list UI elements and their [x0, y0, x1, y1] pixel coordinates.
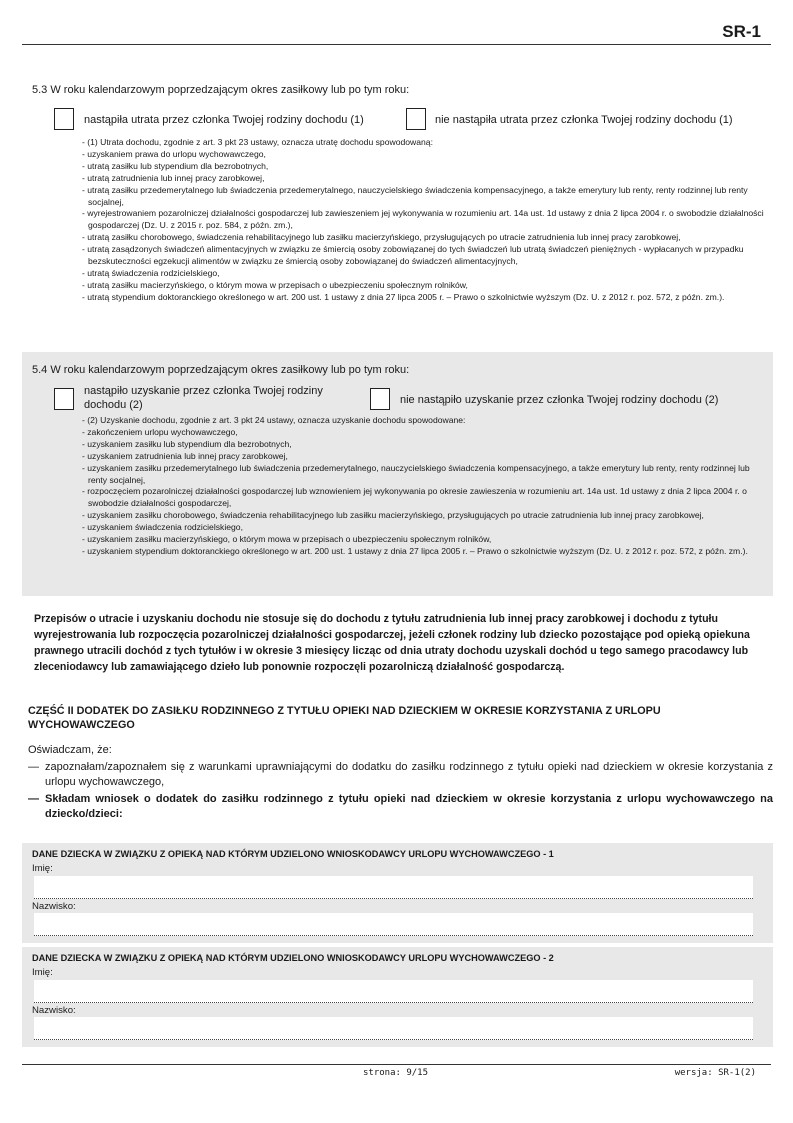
- section-5-3-notes: [82, 137, 769, 304]
- note-item: - utratą świadczenia rodzicielskiego,: [82, 267, 220, 278]
- note-item: - uzyskaniem stypendium doktoranckiego określonego w art. 200 ust. 1 ustawy z dnia 27 lipca 2005 r. – Prawo o szkolnictwie wyższym (Dz. U. z 2012 r. poz. 572, z późn. zm.).: [82, 545, 748, 556]
- note-item: - uzyskaniem zasiłku lub stypendium dla bezrobotnych,: [82, 438, 292, 449]
- note-item: - uzyskaniem zatrudnienia lub innej pracy zarobkowej,: [82, 450, 288, 461]
- note-item: - (1) Utrata dochodu, zgodnie z art. 3 pkt 23 ustawy, oznacza utratę dochodu spowodowaną:: [82, 137, 433, 147]
- header-divider: [22, 44, 771, 45]
- child-2-title: DANE DZIECKA W ZWIĄZKU Z OPIEKĄ NAD KTÓRYM UDZIELONO WNIOSKODAWCY URLOPU WYCHOWAWCZEGO - 2: [32, 953, 554, 963]
- declaration-item-2-text: Składam wniosek o dodatek do zasiłku rodzinnego z tytułu opieki nad dzieckiem w okresie korzystania z urlopu wychowawczego na dziecko/dzieci:: [45, 793, 773, 820]
- form-version: wersja: SR-1(2): [674, 1068, 756, 1078]
- option-income-gain-yes-label: nastąpiło uzyskanie przez członka Twojej rodziny dochodu (2): [84, 385, 323, 411]
- declaration-item-1-text: zapoznałam/zapoznałem się z warunkami uprawniającymi do dodatku do zasiłku rodzinnego z tytułu opieki nad dzieckiem w okresie korzystania z urlopu wychowawczego,: [45, 761, 773, 788]
- section-5-3-title: 5.3 W roku kalendarzowym poprzedzającym okres zasiłkowy lub po tym roku:: [32, 84, 410, 96]
- child-1-last-name-label: Nazwisko:: [32, 901, 76, 912]
- option-income-gain-no-label: nie nastąpiło uzyskanie przez członka Twojej rodziny dochodu (2): [400, 394, 719, 406]
- child-1-first-name-label: Imię:: [32, 863, 53, 874]
- note-item: - wyrejestrowaniem pozarolniczej działalności gospodarczej lub zawieszeniem jej wykonywania w rozumieniu art. 14a ust. 1d ustawy z dnia 2 lipca 2004 r. o swobodzie działalności gospodarczej (Dz. U. z 2015 r. poz. 584, z późn. zm.),: [82, 208, 764, 231]
- note-item: - utratą stypendium doktoranckiego określonego w art. 200 ust. 1 ustawy z dnia 27 lipca 2005 r. – Prawo o szkolnictwie wyższym (Dz. U. z 2012 r. poz. 572, z późn. zm.).: [82, 291, 725, 302]
- option-income-loss-no-label: nie nastąpiła utrata przez członka Twojej rodziny dochodu (1): [435, 114, 733, 126]
- option-income-loss-yes-label: nastąpiła utrata przez członka Twojej rodziny dochodu (1): [84, 114, 364, 126]
- note-item: - utratą zatrudnienia lub innej pracy zarobkowej,: [82, 172, 265, 183]
- footer-divider: [22, 1064, 771, 1065]
- checkbox-income-loss-no[interactable]: [406, 108, 426, 130]
- form-code: SR-1: [722, 22, 761, 41]
- note-item: - utratą zasiłku chorobowego, świadczenia rehabilitacyjnego lub zasiłku macierzyńskiego, przysługujących po utracie zatrudnienia lub innej pracy zarobkowej,: [82, 232, 681, 243]
- checkbox-income-gain-yes[interactable]: [54, 388, 74, 410]
- section-5-4-notes: [82, 415, 769, 558]
- income-rule-note: Przepisów o utracie i uzyskaniu dochodu nie stosuje się do dochodu z tytułu zatrudnienia lub innej pracy zarobkowej i dochodu z tytułu wyrejestrowania lub rozpoczęcia pozarolniczej działalności gospodarczej, jeżeli członek rodziny lub dziecko pozostające pod opieką opiekuna prawnego utracili dochód z tych tytułów i w okresie 3 miesięcy licząc od dnia utraty dochodu uzyskali dochód u tego samego pracodawcy lub zleceniodawcy lub zamawiającego dzieło lub ponownie rozpoczęli pozarolniczą działalność gospodarczą.: [34, 613, 750, 673]
- note-item: - uzyskaniem zasiłku przedemerytalnego lub świadczenia przedemerytalnego, nauczycielskiego świadczenia kompensacyjnego, a także emerytury lub renty, renty rodzinnej lub renty socjalnej,: [82, 462, 750, 485]
- declaration-item-2: [28, 792, 773, 822]
- child-2-last-name-input[interactable]: [34, 1017, 753, 1040]
- note-item: - utratą zasiłku macierzyńskiego, o którym mowa w przepisach o ubezpieczeniu społecznym rolników,: [82, 279, 468, 290]
- child-2-first-name-input[interactable]: [34, 980, 753, 1003]
- note-item: - uzyskaniem świadczenia rodzicielskiego,: [82, 522, 243, 533]
- note-item: - (2) Uzyskanie dochodu, zgodnie z art. 3 pkt 24 ustawy, oznacza uzyskanie dochodu spowodowane:: [82, 415, 466, 425]
- section-5-4-title: 5.4 W roku kalendarzowym poprzedzającym okres zasiłkowy lub po tym roku:: [32, 364, 410, 376]
- checkbox-income-gain-no[interactable]: [370, 388, 390, 410]
- part-2-title: CZĘŚĆ II DODATEK DO ZASIŁKU RODZINNEGO Z TYTUŁU OPIEKI NAD DZIECKIEM W OKRESIE KORZYSTANIA Z URLOPU WYCHOWAWCZEGO: [28, 705, 661, 731]
- child-1-panel: [22, 843, 773, 943]
- child-1-title: DANE DZIECKA W ZWIĄZKU Z OPIEKĄ NAD KTÓRYM UDZIELONO WNIOSKODAWCY URLOPU WYCHOWAWCZEGO - 1: [32, 849, 554, 859]
- dash-marker: —: [28, 793, 39, 805]
- note-item: - utratą zasiłku przedemerytalnego lub świadczenia przedemerytalnego, nauczycielskiego świadczenia kompensacyjnego, a także emerytury lub renty, renty rodzinnej lub renty socjalnej,: [82, 184, 748, 207]
- note-item: - utratą zasiłku lub stypendium dla bezrobotnych,: [82, 160, 269, 171]
- note-item: - rozpoczęciem pozarolniczej działalności gospodarczej lub wznowieniem jej wykonywania po okresie zawieszenia w rozumieniu art. 14a ust. 1d ustawy z dnia 2 lipca 2004 r. o swobodzie działalności gospodarczej,: [82, 486, 747, 509]
- child-1-last-name-input[interactable]: [34, 913, 753, 936]
- note-item: - uzyskaniem prawa do urlopu wychowawczego,: [82, 148, 266, 159]
- child-2-panel: [22, 947, 773, 1047]
- note-item: - uzyskaniem zasiłku chorobowego, świadczenia rehabilitacyjnego lub zasiłku macierzyńskiego, przysługujących po utracie zatrudnienia lub innej pracy zarobkowej,: [82, 510, 704, 521]
- note-item: - utratą zasądzonych świadczeń alimentacyjnych w związku ze śmiercią osoby zobowiązanej do tych świadczeń lub utratą świadczeń pieniężnych - wypłacanych w przypadku bezskuteczności egzekucji alimentów w związku ze śmiercią osoby zobowiązanej do świadczeń alimentacyjnych,: [82, 244, 744, 267]
- child-2-first-name-label: Imię:: [32, 967, 53, 978]
- declaration-item-1: [28, 760, 773, 790]
- page-number: strona: 9/15: [363, 1068, 429, 1078]
- dash-marker: —: [28, 761, 39, 773]
- checkbox-income-loss-yes[interactable]: [54, 108, 74, 130]
- declaration-intro: Oświadczam, że:: [28, 744, 112, 756]
- child-2-last-name-label: Nazwisko:: [32, 1005, 76, 1016]
- note-item: - zakończeniem urlopu wychowawczego,: [82, 426, 238, 437]
- note-item: - uzyskaniem zasiłku macierzyńskiego, o którym mowa w przepisach o ubezpieczeniu społecznym rolników,: [82, 534, 492, 545]
- child-1-first-name-input[interactable]: [34, 876, 753, 899]
